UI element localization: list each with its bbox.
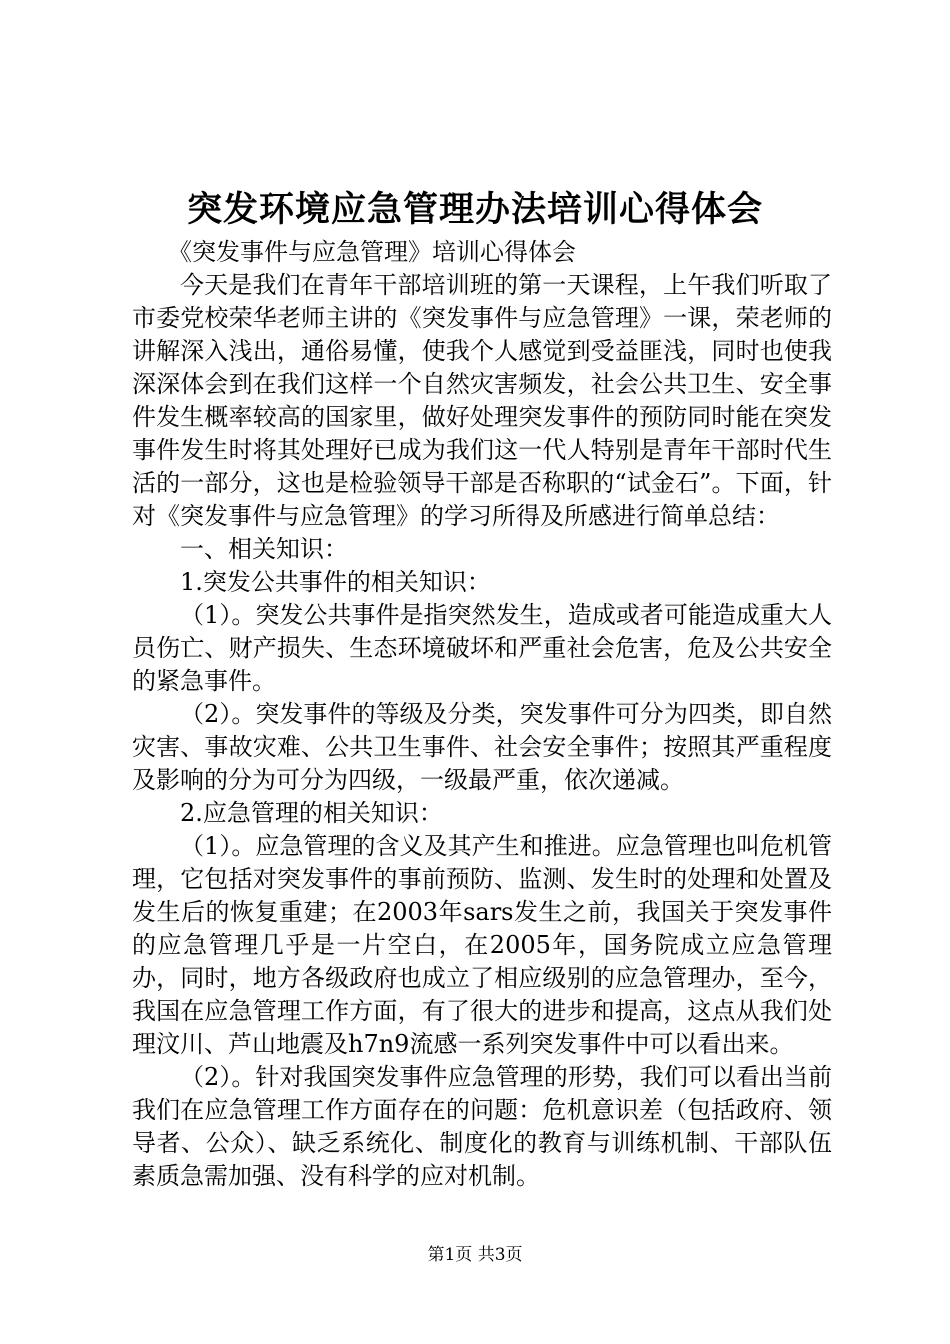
paragraph-intro: 今天是我们在青年干部培训班的第一天课程，上午我们听取了市委党校荣华老师主讲的《突发事件与应急管理》一课，荣老师的讲解深入浅出，通俗易懂，使我个人感觉到受益匪浅，同时也使我深深体会到在我们这样一个自然灾害频发，社会公共卫生、安全事件发生概率较高的国家里，做好处理突发事件的预防同时能在突发事件发生时将其处理好已成为我们这一代人特别是青年干部时代生活的一部分，这也是检验领导干部是否称职的“试金石”。下面，针对《突发事件与应急管理》的学习所得及所感进行简单总结： [132, 271, 832, 530]
section-heading-knowledge: 一、相关知识： [180, 535, 348, 563]
paragraph-public-events-classification: （2）。突发事件的等级及分类，突发事件可分为四类，即自然灾害、事故灾难、公共卫生事件、社会安全事件；按照其严重程度及影响的分为可分为四级，一级最严重，依次递减。 [132, 700, 832, 794]
paragraph-public-events-definition: （1）。突发公共事件是指突然发生，造成或者可能造成重大人员伤亡、财产损失、生态环境破坏和严重社会危害，危及公共安全的紧急事件。 [132, 601, 832, 695]
document-body [132, 236, 832, 1193]
page-number-footer: 第1页 共3页 [427, 1245, 523, 1265]
document-subtitle: 《突发事件与应急管理》培训心得体会 [168, 238, 576, 266]
document-title: 突发环境应急管理办法培训心得体会 [186, 189, 763, 230]
paragraph-emergency-management-problems: （2）。针对我国突发事件应急管理的形势，我们可以看出当前我们在应急管理工作方面存在的问题：危机意识差（包括政府、领导者、公众）、缺乏系统化、制度化的教育与训练机制、干部队伍素质急需加强、没有科学的应对机制。 [132, 1063, 832, 1190]
subsection-heading-emergency-management: 2.应急管理的相关知识： [180, 799, 443, 827]
paragraph-emergency-management-meaning: （1）。应急管理的含义及其产生和推进。应急管理也叫危机管理，它包括对突发事件的事前预防、监测、发生时的处理和处置及发生后的恢复重建；在2003年sars发生之前，我国关于突发事件的应急管理几乎是一片空白，在2005年，国务院成立应急管理办，同时，地方各级政府也成立了相应级别的应急管理办，至今，我国在应急管理工作方面，有了很大的进步和提高，这点从我们处理汶川、芦山地震及h7n9流感一系列突发事件中可以看出来。 [132, 832, 832, 1058]
subsection-heading-public-events: 1.突发公共事件的相关知识： [180, 568, 491, 596]
